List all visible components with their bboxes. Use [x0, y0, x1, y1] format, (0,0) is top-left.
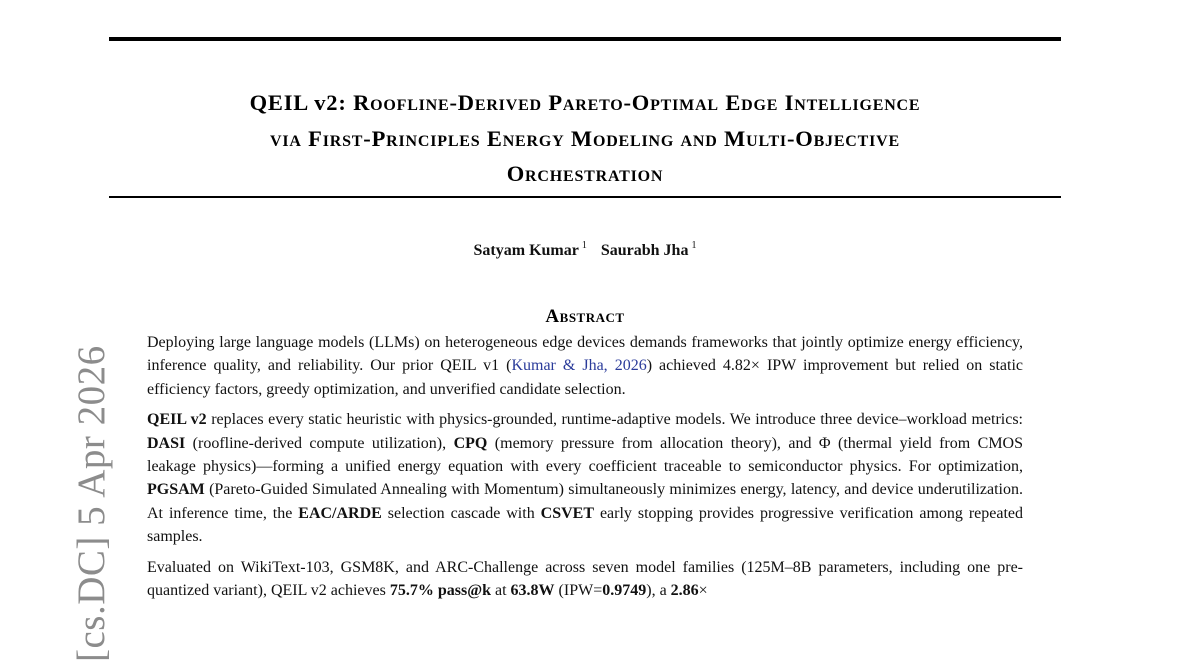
- author-affiliation: 1: [691, 240, 697, 251]
- title-segment: -O: [623, 90, 651, 116]
- title-segment: P: [541, 90, 563, 116]
- title-segment: irst: [322, 125, 364, 151]
- title-segment: odeling and: [592, 125, 718, 151]
- bold-term: 2.86: [670, 582, 699, 600]
- text-run: (Pareto-Guided Simulated Annealing with Momentum) simultaneously minimizes energy, latency, and device underutilization. At inference time, the: [147, 481, 1023, 522]
- abstract-paragraph: [147, 331, 1023, 401]
- author-name: Satyam Kumar: [473, 242, 579, 259]
- text-run: (memory pressure from allocation theory), and Φ (thermal yield from CMOS leakage physics)—forming a unified energy equation with every coefficient traceable to semiconductor physics. For optimization,: [147, 434, 1023, 476]
- title-segment: I: [778, 90, 795, 116]
- title-segment: rinciples: [386, 125, 481, 151]
- bold-term: DASI: [147, 434, 186, 452]
- title-segment: areto: [562, 90, 624, 116]
- title-segment: E: [480, 125, 503, 151]
- text-run: early stopping provides progressive verification among repeated samples.: [147, 504, 1024, 546]
- title-segment: ulti: [746, 125, 787, 151]
- title-segment: -P: [363, 125, 387, 151]
- text-run: ), a: [646, 582, 671, 600]
- text-run: (IPW=: [554, 582, 603, 600]
- arxiv-identifier-stamp: [cs.DC] 5 Apr 2026: [70, 345, 113, 662]
- title-segment: ptimal: [650, 90, 719, 116]
- title-segment: ntelligence: [794, 90, 921, 116]
- title-segment: M: [717, 125, 747, 151]
- text-run: selection cascade with: [381, 504, 541, 522]
- title-segment: O: [506, 161, 526, 187]
- title-segment: -D: [449, 90, 475, 116]
- title-segment: via: [269, 125, 302, 151]
- bold-term: PGSAM: [147, 481, 205, 499]
- text-run: ×: [698, 582, 708, 600]
- author-name: Saurabh Jha: [600, 242, 689, 259]
- bold-term: EAC/ARDE: [298, 504, 382, 522]
- bold-term: 75.7% pass@k: [389, 582, 491, 600]
- text-run: Deploying large language models (LLMs) on heterogeneous edge devices demands frameworks that jointly optimize energy efficiency, inference quality, and reliability. Our prior QEIL v1 (: [147, 334, 1023, 375]
- bold-term: QEIL v2: [147, 411, 207, 429]
- paper-title: [109, 85, 1061, 192]
- title-segment: QEIL v2: R: [249, 90, 371, 116]
- title-segment: erived: [474, 90, 542, 116]
- author-affiliation: 1: [581, 240, 587, 251]
- abstract-body: [147, 331, 1023, 609]
- title-top-rule: [109, 37, 1061, 41]
- title-segment: E: [718, 90, 742, 116]
- author-list: [0, 240, 1170, 260]
- abstract-paragraph: [147, 408, 1023, 548]
- title-segment: oofline: [370, 90, 450, 116]
- abstract-heading: Abstract: [545, 306, 625, 327]
- bold-term: CSVET: [540, 504, 594, 522]
- citation-link[interactable]: Kumar & Jha, 2026: [511, 357, 647, 375]
- title-bottom-rule: [109, 196, 1061, 198]
- title-segment: -O: [786, 125, 814, 151]
- text-run: Evaluated on WikiText-103, GSM8K, and ARC-Challenge across seven model families (125M–8B parameters, including one pre-quantized variant), QEIL v2 achieves: [147, 558, 1023, 600]
- bold-term: 0.9749: [602, 582, 647, 600]
- title-segment: nergy: [502, 125, 565, 151]
- text-run: ) achieved 4.82× IPW improvement but relied on static efficiency factors, greedy optimization, and unverified candidate selection.: [147, 357, 1024, 398]
- text-run: replaces every static heuristic with physics-grounded, runtime-adaptive models. We introduce three device–workload metrics:: [206, 411, 1023, 429]
- bold-term: 63.8W: [510, 582, 555, 600]
- text-run: at: [491, 582, 511, 600]
- title-segment: bjective: [813, 125, 900, 151]
- title-segment: dge: [741, 90, 779, 116]
- abstract-paragraph: [147, 556, 1023, 603]
- title-segment: rchestration: [525, 161, 664, 187]
- bold-term: CPQ: [453, 434, 488, 452]
- text-run: (roofline-derived compute utilization),: [185, 434, 454, 452]
- title-segment: M: [564, 125, 593, 151]
- title-segment: F: [301, 125, 323, 151]
